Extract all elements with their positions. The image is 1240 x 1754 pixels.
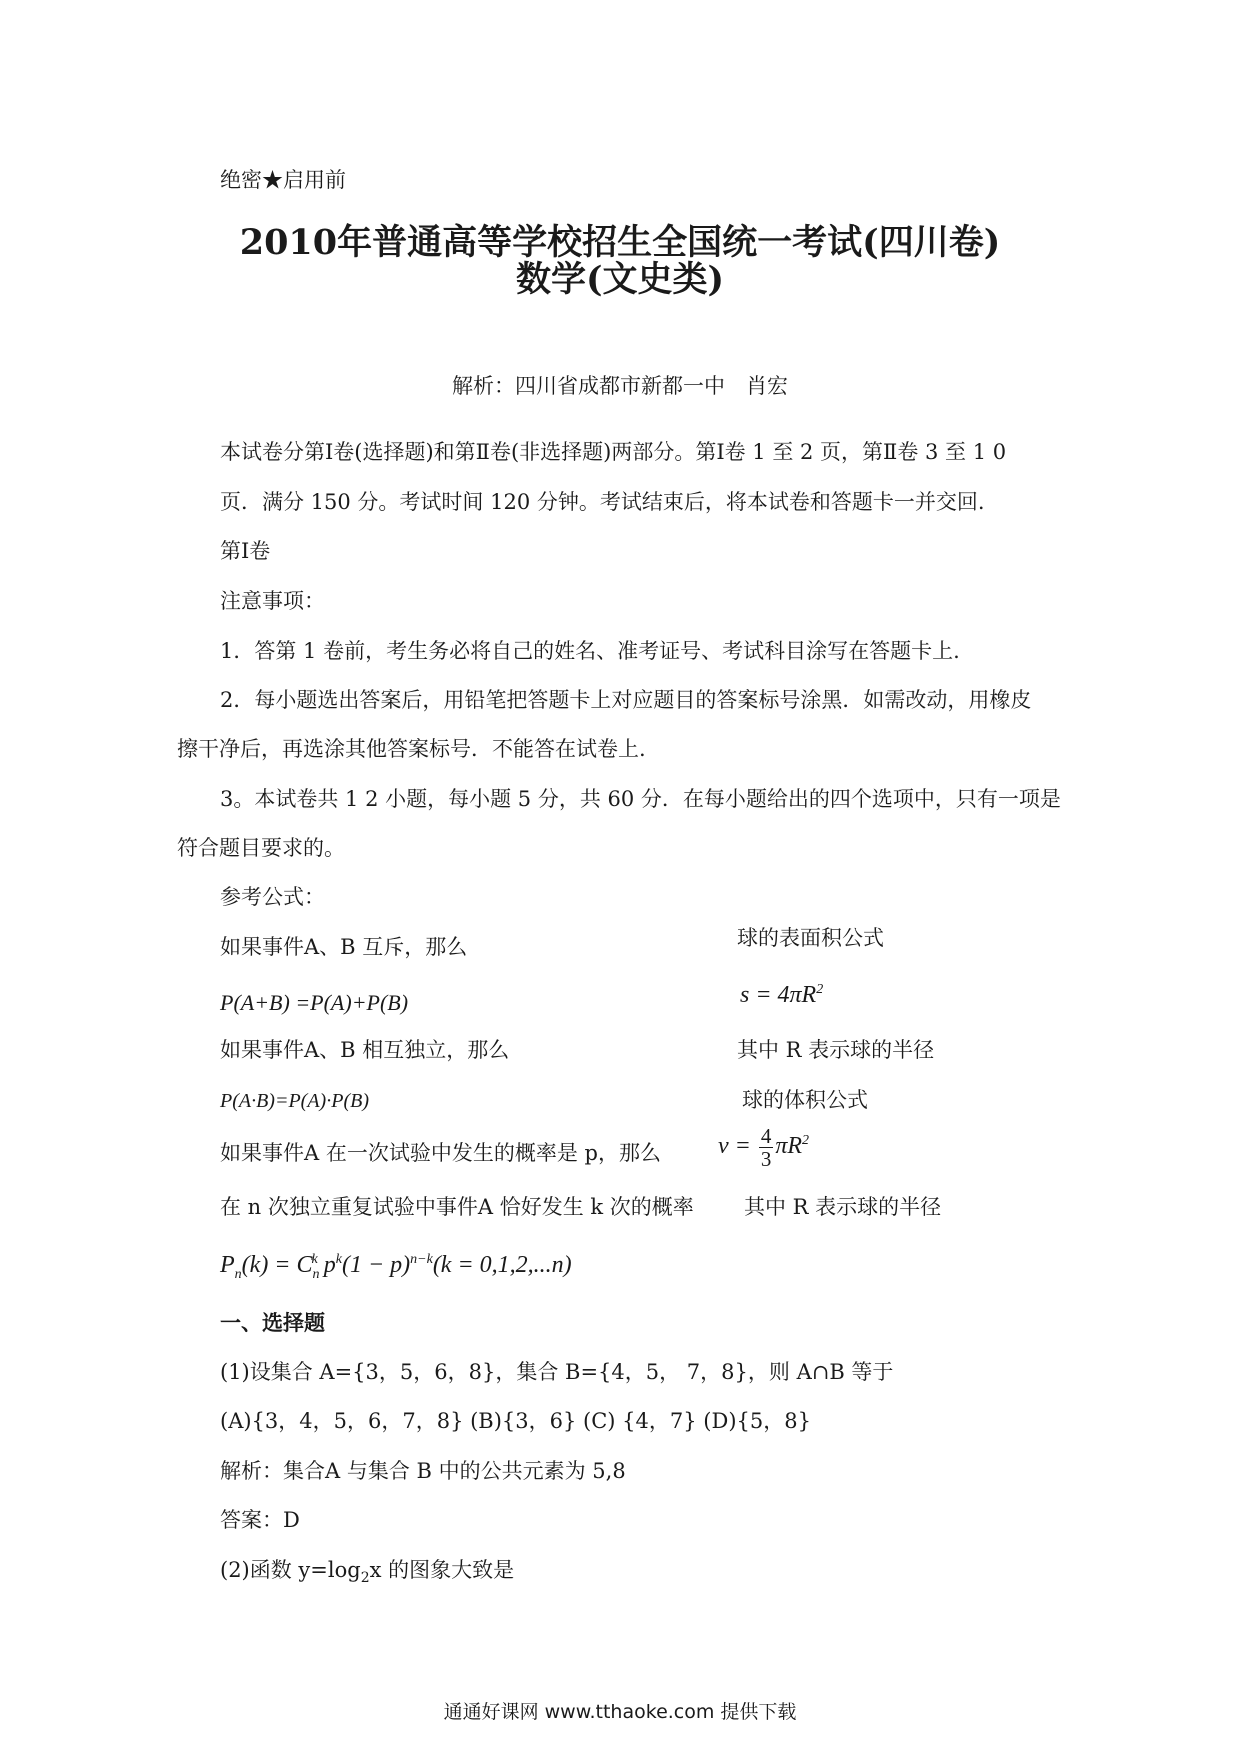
formula-right-3: 其中 R 表示球的半径 <box>737 1038 935 1062</box>
author-line: 解析：四川省成都市新都一中 肖宏 <box>452 374 788 398</box>
question-1: (1)设集合 A={3，5，6，8}，集合 B={4，5， 7，8}，则 A∩B 等于 <box>220 1360 894 1384</box>
formula-left-5: 如果事件A 在一次试验中发生的概率是 p，那么 <box>220 1141 661 1165</box>
fraction: $\frac{4}{3}$ <box>760 1124 772 1172</box>
intro-line-2: 页．满分 150 分。考试时间 120 分钟。考试结束后，将本试卷和答题卡一并交回. <box>220 490 985 514</box>
question-1-answer: 答案：D <box>220 1508 300 1532</box>
note-1: 1．答第 1 卷前，考生务必将自己的姓名、准考证号、考试科目涂写在答题卡上. <box>220 639 960 663</box>
intro-line-1: 本试卷分第Ⅰ卷(选择题)和第Ⅱ卷(非选择题)两部分。第Ⅰ卷 1 至 2 页，第Ⅱ卷 3 至 1 0 <box>220 440 1007 464</box>
note-3-line-1: 3。本试卷共 1 2 小题，每小题 5 分，共 60 分．在每小题给出的四个选项中，只有一项是 <box>220 787 1061 811</box>
note-3-line-2: 符合题目要求的。 <box>177 836 345 860</box>
note-2-line-1: 2．每小题选出答案后，用铅笔把答题卡上对应题目的答案标号涂黑．如需改动，用橡皮 <box>220 688 1032 712</box>
question-2: (2)函数 $y=\log_2x$ 的图象大致是 <box>220 1558 515 1587</box>
notes-title: 注意事项： <box>220 589 325 613</box>
formula-right-1: 球的表面积公式 <box>737 926 884 950</box>
formula-left-1: 如果事件A、B 互斥，那么 <box>220 935 468 959</box>
exam-title: 2010年普通高等学校招生全国统一考试(四川卷) <box>239 222 1001 263</box>
confidential-label: 绝密★启用前 <box>220 168 346 192</box>
footer-text: 通通好课网 www.tthaoke.com 提供下载 <box>443 1701 797 1723</box>
note-2-line-2: 擦干净后，再选涂其他答案标号．不能答在试卷上. <box>177 737 646 761</box>
section-title: 一、选择题 <box>220 1310 325 1335</box>
formula-left-4: P(A·B)=P(A)·P(B) <box>220 1090 369 1112</box>
part-label: 第Ⅰ卷 <box>220 539 271 563</box>
exam-subtitle: 数学(文史类) <box>515 259 725 300</box>
sphere-volume-formula: v = $\frac{4}{3}$ $\pi R^2$ <box>718 1124 810 1172</box>
formulas-title: 参考公式： <box>220 885 325 909</box>
formula-left-6: 在 n 次独立重复试验中事件A 恰好发生 k 次的概率 <box>220 1195 694 1219</box>
question-1-analysis: 解析：集合A 与集合 B 中的公共元素为 5,8 <box>220 1459 626 1483</box>
formula-right-6: 其中 R 表示球的半径 <box>744 1195 942 1219</box>
binomial-formula: $P_n(k) = C_n^k$ $p^k(1 - p)^{n-k}(k = 0,1,2,...n)$ <box>220 1252 572 1282</box>
question-1-options: (A){3，4，5，6，7，8} (B){3，6} (C) {4，7} (D){5，8} <box>220 1409 811 1433</box>
formula-right-4: 球的体积公式 <box>742 1088 868 1112</box>
formula-left-2: P(A+B) =P(A)+P(B) <box>220 990 409 1015</box>
formula-left-3: 如果事件A、B 相互独立，那么 <box>220 1038 510 1062</box>
sphere-area-formula: $s = 4\pi R^2$ <box>740 982 824 1008</box>
